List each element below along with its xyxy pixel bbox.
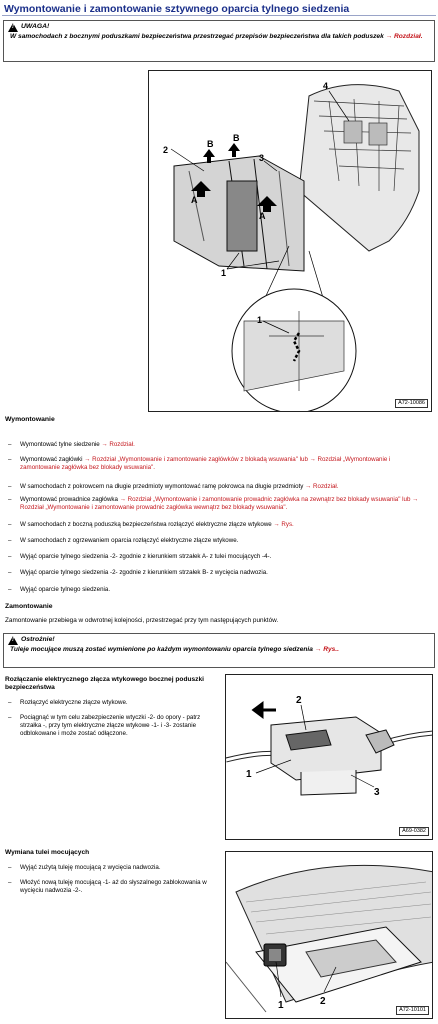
- svg-text:2: 2: [296, 695, 302, 706]
- svg-text:1: 1: [278, 1000, 284, 1011]
- removal-step: [8, 496, 428, 512]
- svg-text:3: 3: [374, 787, 380, 798]
- svg-text:2: 2: [163, 145, 169, 155]
- figure-code: A72-10086: [395, 399, 428, 408]
- svg-text:B: B: [233, 133, 240, 143]
- step-bullet: –: [8, 441, 12, 448]
- svg-text:A: A: [259, 211, 266, 221]
- caution-heading: Ostrożnie!: [21, 636, 55, 644]
- step-text: W samochodach z boczną poduszką bezpieczeństwa rozłączyć elektryczne złącze wtykowe → Rys.: [20, 521, 294, 528]
- step-bullet: –: [8, 483, 12, 490]
- warning-box: [3, 20, 435, 62]
- step-link[interactable]: → Rozdział „Wymontowanie i zamontowanie prowadnic zagłówka na zewnątrz bez blokady wsuwania" lub → Rozdział „Wymontowanie i zamontowanie prowadnic zagłówka wewnątrz bez blokady wsuwania".: [20, 496, 419, 511]
- removal-step: [8, 553, 428, 561]
- step-text: Wyjąć oparcie tylnego siedzenia -2- zgodnie z kierunkiem strzałek A- z tulei mocujących -4-.: [20, 553, 272, 560]
- step-bullet: –: [8, 553, 12, 560]
- connector-diagram: [226, 675, 433, 840]
- step-bullet: –: [8, 569, 12, 576]
- step-text: Wymontować zagłówki → Rozdział „Wymontowanie i zamontowanie zagłówków z blokadą wsuwania" lub → Rozdział „Wymontowanie i zamontowanie zagłówka bez blokady wsuwania".: [20, 456, 391, 471]
- caution-text: Tuleje mocujące muszą zostać wymienione po każdym wymontowaniu oparcia tylnego siedzenia → Rys..: [10, 646, 339, 653]
- svg-text:B: B: [207, 139, 214, 149]
- step-text: W samochodach z pokrowcem na długie przedmioty wymontować ramę pokrowca na długie przedmioty → Rozdział.: [20, 483, 339, 490]
- removal-step: [8, 441, 428, 449]
- warning-heading: UWAGA!: [21, 23, 50, 31]
- removal-step: [8, 569, 428, 577]
- title-divider: [2, 15, 436, 16]
- svg-text:1: 1: [221, 268, 227, 278]
- caution-link[interactable]: → Rys..: [314, 646, 339, 653]
- step-bullet: –: [8, 521, 12, 528]
- step-text: Wymontować tylne siedzenie → Rozdział.: [20, 441, 135, 448]
- step-bullet: –: [8, 586, 12, 593]
- step-bullet: –: [8, 537, 12, 544]
- svg-text:2: 2: [320, 996, 326, 1007]
- figure-seat-backrest: [148, 70, 432, 412]
- bushing-diagram: [226, 852, 433, 1019]
- install-heading: Zamontowanie: [5, 603, 53, 610]
- figure-connector: [225, 674, 433, 840]
- install-text: Zamontowanie przebiega w odwrotnej kolejności, przestrzegać przy tym następujących punktów.: [5, 617, 279, 624]
- connector-heading: Rozłączanie elektrycznego złącza wtykowego bocznej poduszki bezpieczeństwa: [5, 676, 204, 692]
- removal-step: [8, 586, 428, 594]
- warning-text: W samochodach z bocznymi poduszkami bezpieczeństwa przestrzegać przepisów bezpieczeństwa dla takich poduszek → Rozdział.: [10, 33, 423, 40]
- step-link[interactable]: → Rozdział.: [101, 441, 135, 448]
- removal-heading: Wymontowanie: [5, 416, 55, 423]
- caution-box: [3, 633, 435, 668]
- removal-step: [8, 537, 428, 545]
- caution-icon: [8, 636, 18, 645]
- removal-step: [8, 456, 428, 472]
- figure-bushing: [225, 851, 433, 1019]
- step-text: Wymontować prowadnice zagłówka → Rozdział „Wymontowanie i zamontowanie prowadnic zagłówka na zewnątrz bez blokady wsuwania" lub → Rozdział „Wymontowanie i zamontowanie prowadnic zagłówka wewnątrz bez blokady wsuwania".: [20, 496, 419, 511]
- step-link[interactable]: → Rozdział „Wymontowanie i zamontowanie zagłówków z blokadą wsuwania" lub → Rozdział „Wymontowanie i zamontowanie zagłówka bez blokady wsuwania".: [20, 456, 391, 471]
- bushing-step: – Wyjąć zużytą tuleję mocującą z wycięcia nadwozia.: [8, 864, 161, 871]
- connector-step: – Pociągnąć w tym celu zabezpieczenie wtyczki -2- do opory - patrz strzałka -, przy tym elektryczne złącze wtykowe -1- i -3- zostanie odblokowane i może zostać odłączone.: [8, 714, 201, 737]
- step-link[interactable]: → Rys.: [273, 521, 294, 528]
- warning-icon: [8, 23, 18, 32]
- svg-text:1: 1: [257, 315, 263, 325]
- bushing-heading: Wymiana tulei mocujących: [5, 849, 90, 856]
- step-bullet: –: [8, 456, 12, 463]
- step-link[interactable]: → Rozdział.: [305, 483, 339, 490]
- step-text: Wyjąć oparcie tylnego siedzenia -2- zgodnie z kierunkiem strzałek B- z wycięcia nadwozia.: [20, 569, 268, 576]
- seat-backrest-diagram: [149, 71, 432, 412]
- svg-text:3: 3: [259, 153, 265, 163]
- svg-text:A: A: [191, 195, 198, 205]
- warning-link[interactable]: → Rozdział.: [385, 33, 423, 40]
- step-text: Wyjąć oparcie tylnego siedzenia.: [20, 586, 111, 593]
- step-bullet: –: [8, 496, 12, 503]
- step-text: W samochodach z ogrzewaniem oparcia rozłączyć elektryczne złącze wtykowe.: [20, 537, 239, 544]
- svg-text:1: 1: [246, 769, 252, 780]
- removal-step: [8, 483, 428, 491]
- figure-code: A69-0382: [399, 827, 429, 836]
- connector-step: – Rozłączyć elektryczne złącze wtykowe.: [8, 699, 128, 706]
- page-title: Wymontowanie i zamontowanie sztywnego oparcia tylnego siedzenia: [4, 3, 350, 15]
- svg-text:4: 4: [323, 81, 329, 91]
- removal-step: [8, 521, 428, 529]
- bushing-step: – Włożyć nową tuleję mocującą -1- aż do słyszalnego zablokowania w wycięciu nadwozia -2-.: [8, 879, 207, 894]
- figure-code: A72-10101: [396, 1006, 429, 1015]
